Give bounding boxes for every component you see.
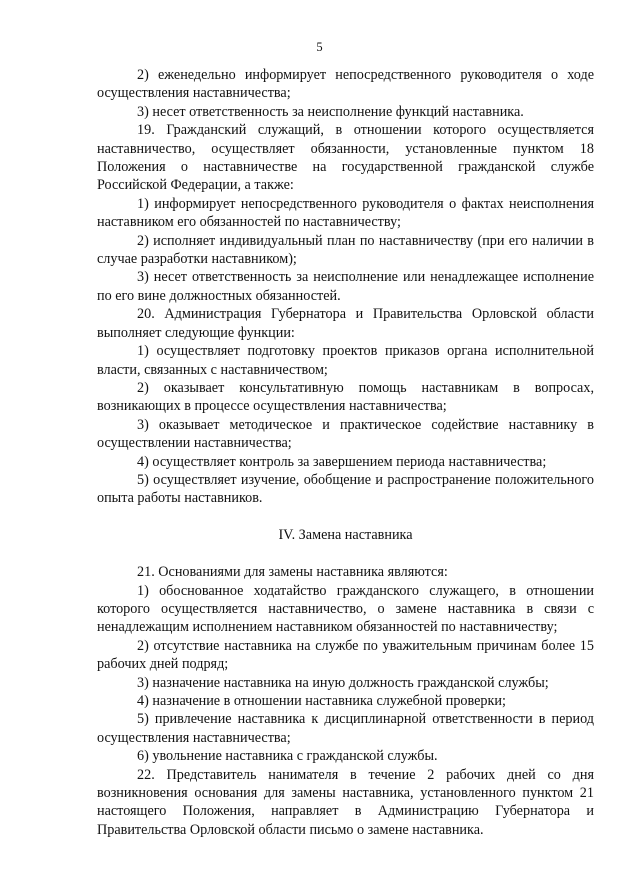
para-21-item-6: 6) увольнение наставника с гражданской службы. xyxy=(137,748,438,765)
para-20-item-1: 1) осуществляет подготовку проектов приказов органа исполнительной власти, связанных с наставничеством; xyxy=(97,343,594,378)
para-20-item-5: 5) осуществляет изучение, обобщение и распространение положительного опыта работы наставников. xyxy=(97,471,594,507)
para-21-item-5: 5) привлечение наставника к дисциплинарной ответственности в период осуществления наставничества; xyxy=(97,711,594,746)
para-19-item-3: 3) несет ответственность за неисполнение или ненадлежащее исполнение по его вине должностных обязанностей. xyxy=(97,269,594,304)
para-item-3-responsibility: 3) несет ответственность за неисполнение функций наставника. xyxy=(137,103,524,120)
para-21-item-3: 3) назначение наставника на иную должность гражданской службы; xyxy=(137,674,549,691)
para-21-item-1: 1) обоснованное ходатайство гражданского служащего, в отношении которого осуществляется наставничество, о замене наставника в связи с ненадлежащим исполнением наставником обязанностей по наставничеству; xyxy=(97,582,594,636)
para-20-item-2: 2) оказывает консультативную помощь наставникам в вопросах, возникающих в процессе осуществления наставничества; xyxy=(97,379,594,415)
para-19-intro: 19. Гражданский служащий, в отношении которого осуществляется наставничество, осуществляет обязанности, установленные пунктом 18 Положения о наставничестве на государственной гражданской службе Российской Федерации, а также: xyxy=(97,122,594,194)
para-item-2-weekly-inform: 2) еженедельно информирует непосредственного руководителя о ходе осуществления наставничества; xyxy=(97,67,594,102)
para-20-item-4: 4) осуществляет контроль за завершением периода наставничества; xyxy=(137,453,547,470)
page-number: 5 xyxy=(316,40,323,54)
para-20-item-3: 3) оказывает методическое и практическое содействие наставнику в осуществлении наставничества; xyxy=(97,416,594,452)
para-20-intro: 20. Администрация Губернатора и Правительства Орловской области выполняет следующие функции: xyxy=(97,306,594,341)
para-22: 22. Представитель нанимателя в течение 2 рабочих дней со дня возникновения основания для замены наставника, установленного пунктом 21 настоящего Положения, направляет в Администрацию Губернатора и Правительства Орловской области письмо о замене наставника. xyxy=(97,766,594,838)
para-21-item-4: 4) назначение в отношении наставника служебной проверки; xyxy=(137,693,506,709)
para-19-item-1: 1) информирует непосредственного руководителя о фактах неисполнения наставником его обязанностей по наставничеству; xyxy=(97,195,594,231)
para-21-item-2: 2) отсутствие наставника на службе по уважительным причинам более 15 рабочих дней подряд; xyxy=(97,637,594,673)
para-21-intro: 21. Основаниями для замены наставника являются: xyxy=(137,564,448,581)
section-heading: IV. Замена наставника xyxy=(278,526,413,543)
para-19-item-2: 2) исполняет индивидуальный план по наставничеству (при его наличии в случае разработки наставником); xyxy=(97,232,594,268)
document-body xyxy=(97,66,594,839)
